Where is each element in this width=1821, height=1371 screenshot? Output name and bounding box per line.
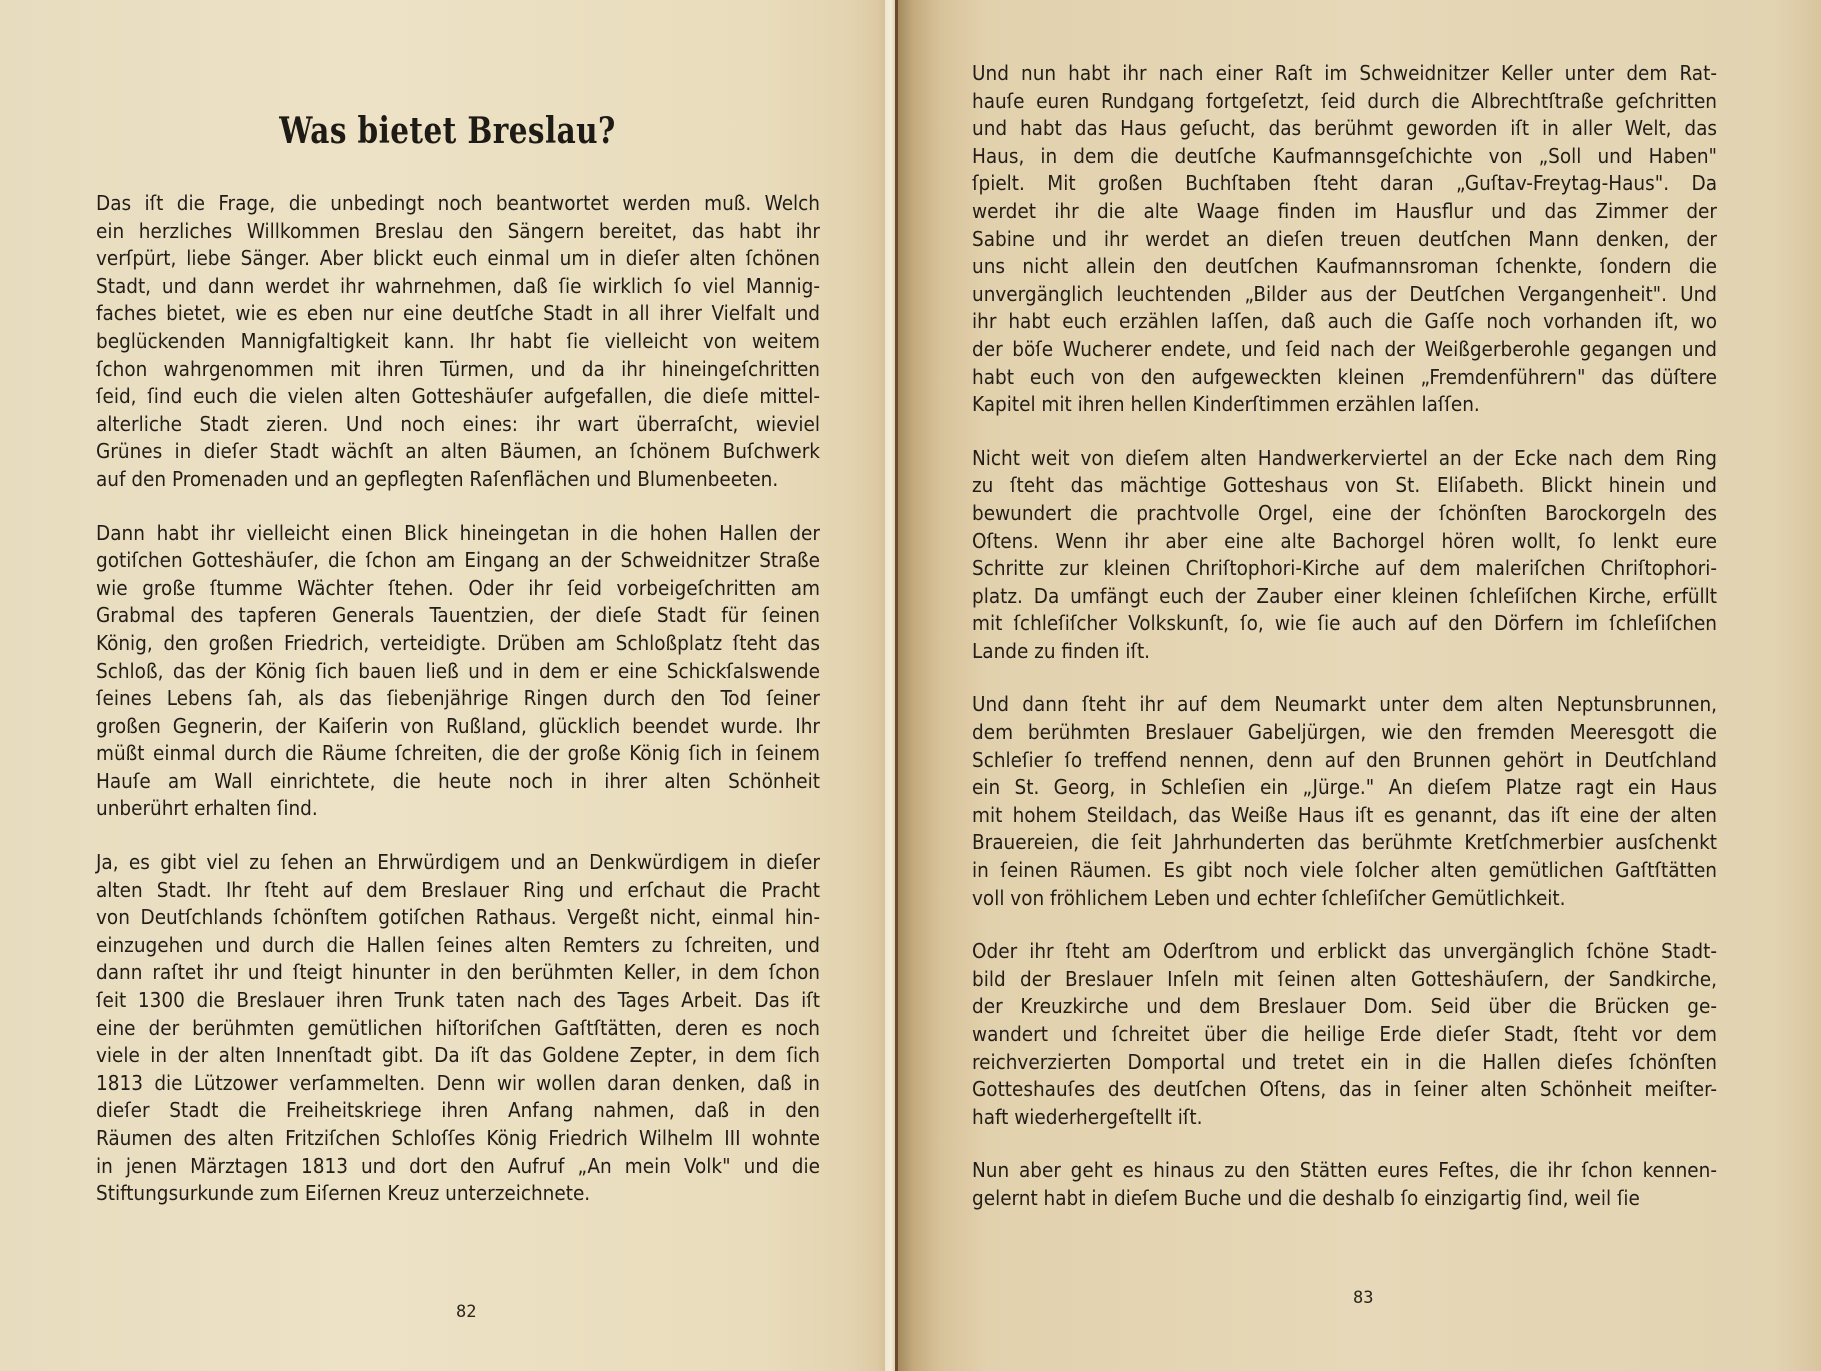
text-line: mit hohem Steildach, das Weiße Haus iſt es genannt, das iſt eine der alten xyxy=(972,802,1717,827)
text-line: Schloß, das der König ſich bauen ließ und in dem er eine Schickſalswende xyxy=(96,658,820,683)
paragraph xyxy=(972,938,1717,1131)
text-line: der Kreuzkirche und dem Breslauer Dom. Seid über die Brücken ge- xyxy=(972,994,1717,1019)
text-line: König, den großen Friedrich, verteidigte. Drüben am Schloßplatz ſteht das xyxy=(96,630,820,655)
book-spine xyxy=(895,0,898,1371)
text-line: Stiftungsurkunde zum Eiſernen Kreuz unterzeichnete. xyxy=(96,1181,591,1206)
text-line: viele in der alten Innenſtadt gibt. Da iſt das Goldene Zepter, in dem ſich xyxy=(96,1043,820,1068)
paragraph xyxy=(972,691,1717,912)
text-line: voll von fröhlichem Leben und echter ſchleſiſcher Gemütlichkeit. xyxy=(972,885,1566,910)
text-line: Oder ihr ſteht am Oderſtrom und erblickt das unvergänglich ſchöne Stadt- xyxy=(972,939,1717,964)
text-line: alterliche Stadt zieren. Und noch eines: ihr wart überraſcht, wieviel xyxy=(96,411,820,436)
text-line: ſeid, ſind euch die vielen alten Gotteshäuſer aufgefallen, die dieſe mittel- xyxy=(96,384,820,409)
text-line: Oſtens. Wenn ihr aber eine alte Bachorgel hören wollt, ſo lenkt eure xyxy=(972,528,1717,553)
text-line: Grabmal des tapferen Generals Tauentzien, der dieſe Stadt für ſeinen xyxy=(96,603,820,628)
text-line: der böſe Wucherer endete, und ſeid nach der Weißgerberohle gegangen und xyxy=(972,336,1717,361)
text-line: Stadt, und dann werdet ihr wahrnehmen, daß ſie wirklich ſo viel Mannig- xyxy=(96,273,820,298)
text-line: Schleſier ſo treffend nennen, denn auf den Brunnen gehört in Deutſchland xyxy=(972,747,1717,772)
text-line: Sabine und ihr werdet an dieſen treuen deutſchen Mann denken, der xyxy=(972,226,1717,251)
text-line: ein St. Georg, in Schleſien ein „Jürge." An dieſem Platze ragt ein Haus xyxy=(972,775,1717,800)
text-line: in jenen Märztagen 1813 und dort den Aufruf „An mein Volk" und die xyxy=(96,1153,820,1178)
text-line: werdet ihr die alte Waage finden im Hausflur und das Zimmer der xyxy=(972,198,1717,223)
paragraph xyxy=(96,849,820,1208)
text-line: mit ſchleſiſcher Volkskunſt, ſo, wie ſie auch auf den Dörfern im ſchleſiſchen xyxy=(972,611,1717,636)
text-line: wie große ſtumme Wächter ſtehen. Oder ihr ſeid vorbeigeſchritten am xyxy=(96,575,820,600)
text-line: von Deutſchlands ſchönſtem gotiſchen Rathaus. Vergeßt nicht, einmal hin- xyxy=(96,905,820,930)
text-line: großen Gegnerin, der Kaiſerin von Rußland, glücklich beendet wurde. Ihr xyxy=(96,713,820,738)
text-line: Brauereien, die ſeit Jahrhunderten das berühmte Kretſchmerbier ausſchenkt xyxy=(972,830,1717,855)
text-line: Und dann ſteht ihr auf dem Neumarkt unter dem alten Neptunsbrunnen, xyxy=(972,692,1717,717)
text-line: Kapitel mit ihren hellen Kinderſtimmen erzählen laſſen. xyxy=(972,392,1480,417)
paragraph xyxy=(972,60,1717,419)
text-line: 1813 die Lützower verſammelten. Denn wir wollen daran denken, daß in xyxy=(96,1070,820,1095)
text-line: ein herzliches Willkommen Breslau den Sängern bereitet, das habt ihr xyxy=(96,218,820,243)
text-line: unberührt erhalten ſind. xyxy=(96,796,318,821)
text-line: Dann habt ihr vielleicht einen Blick hineingetan in die hohen Hallen der xyxy=(96,520,820,545)
text-line: Und nun habt ihr nach einer Raſt im Schweidnitzer Keller unter dem Rat- xyxy=(972,61,1717,85)
text-line: Lande zu finden iſt. xyxy=(972,638,1151,663)
page-number-right: 83 xyxy=(1353,1288,1374,1308)
text-line: faches bietet, wie es eben nur eine deutſche Stadt in all ihrer Vielfalt und xyxy=(96,301,820,326)
text-line: verſpürt, liebe Sänger. Aber blickt euch einmal um in dieſer alten ſchönen xyxy=(96,246,820,271)
text-line: ſeit 1300 die Breslauer ihren Trunk taten nach des Tages Arbeit. Das iſt xyxy=(96,988,820,1013)
text-line: bild der Breslauer Inſeln mit ſeinen alten Gotteshäuſern, der Sandkirche, xyxy=(972,966,1717,991)
text-line: hauſe euren Rundgang fortgeſetzt, ſeid durch die Albrechtſtraße geſchritten xyxy=(972,88,1717,113)
text-line: alten Stadt. Ihr ſteht auf dem Breslauer Ring und erſchaut die Pracht xyxy=(96,877,820,902)
text-line: Das iſt die Frage, die unbedingt noch beantwortet werden muß. Welch xyxy=(96,191,820,215)
text-line: beglückenden Mannigfaltigkeit kann. Ihr habt ſie vielleicht von weitem xyxy=(96,328,820,353)
text-line: platz. Da umfängt euch der Zauber einer kleinen ſchleſiſchen Kirche, erfüllt xyxy=(972,583,1717,608)
paragraph xyxy=(96,190,820,494)
text-line: bewundert die prachtvolle Orgel, eine der ſchönſten Barockorgeln des xyxy=(972,500,1717,525)
text-line: unvergänglich leuchtenden „Bilder aus der Deutſchen Vergangenheit". Und xyxy=(972,281,1717,306)
text-line: ſpielt. Mit großen Buchſtaben ſteht daran „Guſtav-Freytag-Haus". Da xyxy=(972,171,1717,196)
right-page-text xyxy=(972,60,1717,1239)
text-line: dem berühmten Breslauer Gabeljürgen, wie den fremden Meeresgott die xyxy=(972,720,1717,745)
text-line: uns nicht allein den deutſchen Kaufmannsroman ſchenkte, ſondern die xyxy=(972,254,1717,279)
chapter-title: Was bietet Breslau? xyxy=(279,110,616,152)
text-line: eine der berühmten gemütlichen hiſtoriſchen Gaſtſtätten, deren es noch xyxy=(96,1015,820,1040)
paragraph xyxy=(96,520,820,824)
text-line: Grünes in dieſer Stadt wächſt an alten Bäumen, an ſchönem Buſchwerk xyxy=(96,439,820,464)
text-line: Räumen des alten Fritziſchen Schloſſes König Friedrich Wilhelm III wohnte xyxy=(96,1126,820,1150)
text-line: Nicht weit von dieſem alten Handwerkerviertel an der Ecke nach dem Ring xyxy=(972,445,1717,470)
text-line: ſeines Lebens ſah, als das ſiebenjährige Ringen durch den Tod ſeiner xyxy=(96,686,820,711)
text-line: Haus, in dem die deutſche Kaufmannsgeſchichte von „Soll und Haben" xyxy=(972,143,1717,168)
text-line: dieſer Stadt die Freiheitskriege ihren Anfang nahmen, daß in den xyxy=(96,1098,820,1123)
text-line: Ja, es gibt viel zu ſehen an Ehrwürdigem und an Denkwürdigem in dieſer xyxy=(96,850,820,875)
text-line: Schritte zur kleinen Chriſtophori-Kirche auf dem maleriſchen Chriſtophori- xyxy=(972,556,1717,581)
paragraph xyxy=(972,1157,1717,1212)
text-line: Gotteshauſes des deutſchen Oſtens, das in ſeiner alten Schönheit meiſter- xyxy=(972,1077,1717,1102)
text-line: dann raſtet ihr und ſteigt hinunter in den berühmten Keller, in dem ſchon xyxy=(96,960,820,985)
text-line: gotiſchen Gotteshäuſer, die ſchon am Eingang an der Schweidnitzer Straße xyxy=(96,548,820,573)
page-number-left: 82 xyxy=(456,1302,477,1322)
text-line: Hauſe am Wall einrichtete, die heute noch in ihrer alten Schönheit xyxy=(96,768,820,793)
text-line: haft wiederhergeſtellt iſt. xyxy=(972,1104,1203,1129)
text-line: ſchon wahrgenommen mit ihren Türmen, und da ihr hineingeſchritten xyxy=(96,356,820,381)
text-line: einzugehen und durch die Hallen ſeines alten Remters zu ſchreiten, und xyxy=(96,932,820,957)
text-line: ihr habt euch erzählen laſſen, daß auch die Gaſſe noch vorhanden iſt, wo xyxy=(972,309,1717,334)
text-line: Nun aber geht es hinaus zu den Stätten eures Feſtes, die ihr ſchon kennen- xyxy=(972,1158,1717,1183)
text-line: in ſeinen Räumen. Es gibt noch viele ſolcher alten gemütlichen Gaſtſtätten xyxy=(972,858,1717,883)
paragraph xyxy=(972,445,1717,666)
text-line: auf den Promenaden und an gepflegten Raſenflächen und Blumenbeeten. xyxy=(96,466,779,491)
left-page-text xyxy=(96,190,820,1234)
text-line: habt euch von den aufgeweckten kleinen „Fremdenführern" das düſtere xyxy=(972,364,1717,389)
text-line: und habt das Haus geſucht, das berühmt geworden iſt in aller Welt, das xyxy=(972,116,1717,141)
text-line: gelernt habt in dieſem Buche und die deshalb ſo einzigartig ſind, weil ſie xyxy=(972,1185,1640,1210)
text-line: wandert und ſchreitet über die heilige Erde dieſer Stadt, ſteht vor dem xyxy=(972,1022,1717,1046)
text-line: reichverzierten Domportal und tretet ein in die Hallen dieſes ſchönſten xyxy=(972,1049,1717,1074)
text-line: müßt einmal durch die Räume ſchreiten, die der große König ſich in ſeinem xyxy=(96,741,820,766)
text-line: zu ſteht das mächtige Gotteshaus von St. Eliſabeth. Blickt hinein und xyxy=(972,473,1717,498)
